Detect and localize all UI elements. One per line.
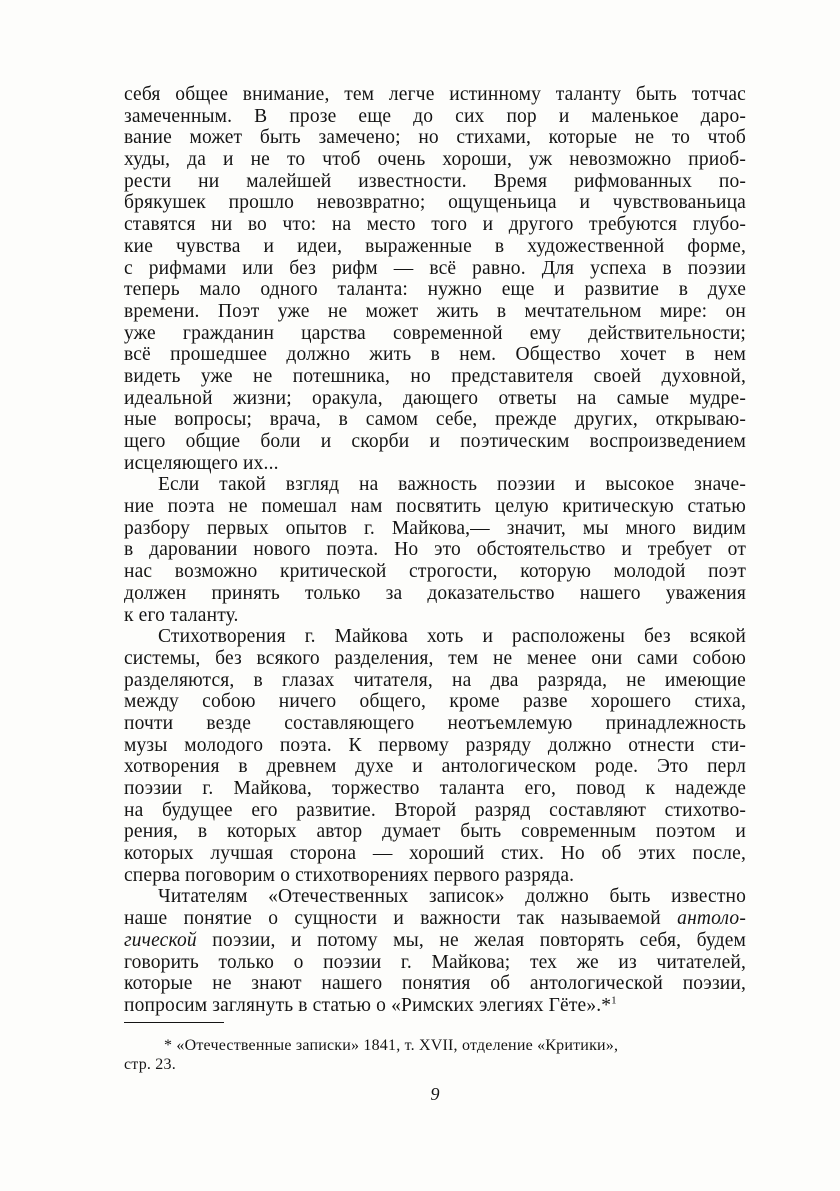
text-span: попросим заглянуть в статью о «Римских элегиях Гёте».* (124, 994, 612, 1016)
text-line: системы, без всякого разделения, тем не менее они сами собою (124, 647, 746, 669)
text-line: ные вопросы; врача, в самом себе, прежде других, открываю- (124, 409, 746, 431)
text-line: себя общее внимание, тем легче истинному таланту быть тотчас (124, 84, 746, 105)
text-span: наше понятие о сущности и важности так называемой (124, 908, 661, 930)
body-paragraphs (124, 84, 746, 886)
text-line: к его таланту. (124, 604, 239, 626)
text-line (124, 995, 746, 1017)
text-line: нас возможно критической строгости, которую молодой поэт (124, 561, 746, 583)
text-line: рения, в которых автор думает быть современным поэтом и (124, 821, 746, 843)
footnote (124, 1036, 746, 1074)
italic-term: гической (124, 929, 197, 951)
text-line: в даровании нового поэта. Но это обстоятельство и требует от (124, 539, 746, 561)
text-line: исцеляющего их... (124, 452, 279, 474)
text-line: худы, да и не то чтоб очень хороши, уж невозможно приоб- (124, 149, 746, 171)
text-line: уже гражданин царства современной ему действительности; (124, 322, 746, 344)
text-line: замеченным. В прозе еще до сих пор и маленькое даро- (124, 105, 746, 127)
italic-term: антоло- (677, 908, 746, 930)
text-line: говорить только о поэзии г. Майкова; тех же из читателей, (124, 951, 746, 973)
text-line: ставятся ни во что: на место того и другого требуются глубо- (124, 214, 746, 236)
text-line: вание может быть замечено; но стихами, которые не то чтоб (124, 127, 746, 149)
page-number: 9 (430, 1084, 440, 1104)
footnote-divider (124, 1022, 224, 1023)
text-line: идеальной жизни; оракула, дающего ответы на самые мудре- (124, 387, 746, 409)
text-line: ние поэта не помешал нам посвятить целую критическую статью (124, 496, 746, 518)
text-line: Если такой взгляд на важность поэзии и высокое значе- (158, 474, 746, 496)
text-line: почти везде составляющего неотъемлемую принадлежность (124, 712, 746, 734)
footnote-marker: 1 (611, 994, 617, 1007)
text-line: всё прошедшее должно жить в нем. Общество хочет в нем (124, 344, 746, 366)
text-span: поэзии, и потому мы, не желая повторять себя, будем (212, 929, 747, 951)
text-line: с рифмами или без рифм — всё равно. Для успеха в поэзии (124, 257, 746, 279)
text-line: времени. Поэт уже не может жить в мечтательном мире: он (124, 300, 746, 322)
text-line: разбору первых опытов г. Майкова,— значит, мы много видим (124, 517, 746, 539)
text-line: должен принять только за доказательство нашего уважения (124, 582, 746, 604)
text-line: хотворения в древнем духе и антологическом роде. Это перл (124, 756, 746, 778)
text-line: кие чувства и идеи, выраженные в художественной форме, (124, 235, 746, 257)
main-text (124, 84, 746, 1017)
text-line: поэзии г. Майкова, торжество таланта его, повод к надежде (124, 778, 746, 799)
text-line (124, 930, 746, 952)
text-line: Стихотворения г. Майкова хоть и расположены без всякой (158, 626, 746, 648)
text-line: видеть уже не потешника, но представителя своей духовной, (124, 365, 746, 387)
text-line: сперва поговорим о стихотворениях первого разряда. (124, 864, 575, 886)
text-line: между собою ничего общего, кроме разве хорошего стиха, (124, 691, 746, 713)
text-line: щего общие боли и скорби и поэтическим воспроизведением (124, 431, 746, 452)
text-line: которых лучшая сторона — хороший стих. Но об этих после, (124, 843, 746, 865)
footnote-line: * «Отечественные записки» 1841, т. XVII, отделение «Критики», (164, 1037, 619, 1054)
text-line: которые не знают нашего понятия об антологической поэзии, (124, 973, 746, 995)
text-line: на будущее его развитие. Второй разряд составляют стихотво- (124, 799, 746, 821)
text-line: музы молодого поэта. К первому разряду должно отнести сти- (124, 734, 746, 756)
footnote-line: стр. 23. (124, 1056, 176, 1073)
text-line: брякушек прошло невозвратно; ощущеньица и чувствованьица (124, 192, 746, 214)
text-line: рести ни малейшей известности. Время рифмованных по- (124, 170, 746, 192)
text-line (124, 908, 746, 930)
text-line: разделяются, в глазах читателя, на два разряда, не имеющие (124, 669, 746, 691)
text-line: теперь мало одного таланта: нужно еще и развитие в духе (124, 279, 746, 301)
text-line: Читателям «Отечественных записок» должно быть известно (158, 886, 746, 908)
